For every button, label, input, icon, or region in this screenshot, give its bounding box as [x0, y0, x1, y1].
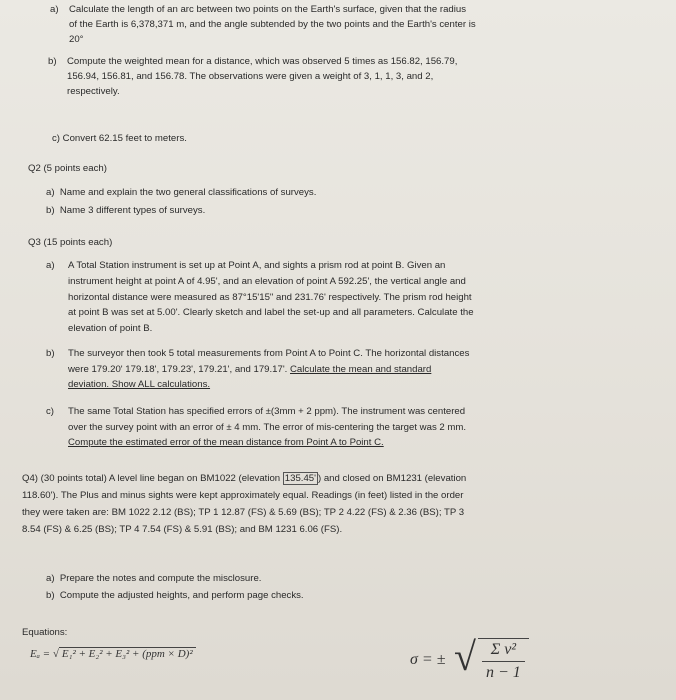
- q1b: [48, 54, 457, 99]
- q3b-line-1: The surveyor then took 5 total measurements from Point A to Point C. The horizontal distances: [68, 348, 470, 359]
- q3-header: Q3 (15 points each): [28, 237, 113, 248]
- q2a-text: Name and explain the two general classifications of surveys.: [59, 187, 317, 198]
- q3c-line-1: The same Total Station has specified errors of ±(3mm + 2 ppm). The instrument was centered: [68, 406, 466, 417]
- sigma-equation: [410, 632, 530, 692]
- q3c: [46, 404, 466, 451]
- q3b-line-2-underlined: Calculate the mean and standard: [290, 363, 432, 375]
- sigma-denominator: n − 1: [486, 664, 521, 681]
- q1b-label: b): [48, 56, 57, 67]
- ea-lhs: Eₐ =: [30, 648, 51, 660]
- q2b-label: b): [46, 205, 55, 216]
- q4b-text: Compute the adjusted heights, and perform page checks.: [59, 590, 304, 601]
- q1a-line-1: Calculate the length of an arc between two points on the Earth's surface, given that the radius: [69, 4, 467, 15]
- q1b-line-2: 156.94, 156.81, and 156.78. The observations were given a weight of 3, 1, 1, 3, and 2,: [67, 71, 434, 82]
- q3b-line-3: deviation. Show ALL calculations.: [68, 379, 211, 390]
- q3a-line-5: elevation of point B.: [68, 323, 153, 335]
- q3a-line-3: horizontal distance were measured as 87°15'15" and 231.76' respectively. The prism rod height: [68, 291, 472, 303]
- q1c-label: c): [52, 133, 60, 144]
- sigma-radicand: [478, 638, 529, 684]
- q3c-line-3: Compute the estimated error of the mean distance from Point A to Point C.: [68, 437, 384, 448]
- q2a: [46, 185, 316, 200]
- q3a-label: a): [46, 260, 55, 271]
- q2-header: Q2 (5 points each): [28, 163, 107, 174]
- q1a-line-3: 20°: [69, 34, 84, 45]
- q4a: [46, 571, 261, 586]
- q3b-label: b): [46, 348, 55, 359]
- q3a-line-2: instrument height at point A of 4.95', and an elevation of point A 592.25', the vertical angle and: [68, 275, 466, 287]
- equations-header: Equations:: [22, 627, 68, 638]
- q4-boxed-elevation: 135.45': [284, 473, 316, 484]
- q2b-text: Name 3 different types of surveys.: [59, 205, 206, 216]
- q3c-line-2: over the survey point with an error of ± 4 mm. The error of mis-centering the target was 2 mm.: [68, 421, 467, 433]
- q4-line-3: they were taken are: BM 1022 2.12 (BS); TP 1 12.87 (FS) & 5.69 (BS); TP 2 4.22 (FS) & 2.36 (BS); TP 3: [22, 507, 465, 518]
- q1b-line-1: Compute the weighted mean for a distance, which was observed 5 times as 156.82, 156.79,: [67, 56, 458, 67]
- q4a-text: Prepare the notes and compute the misclosure.: [59, 573, 262, 584]
- sigma-numerator: Σ v²: [482, 639, 525, 662]
- q1b-line-3: respectively.: [67, 86, 120, 97]
- q3b-line-2-text: were 179.20' 179.18', 179.23', 179.21', and 179.17'.: [68, 363, 290, 375]
- q3a: [46, 258, 474, 337]
- q4b: [46, 588, 304, 603]
- ea-sqrt-sign: √: [52, 648, 59, 660]
- q4-line-1-post: ) and closed on BM1231 (elevation: [317, 473, 467, 484]
- q3c-label: c): [46, 406, 54, 417]
- q2b: [46, 203, 205, 218]
- q1c: [52, 131, 187, 146]
- q1a-line-2: of the Earth is 6,378,371 m, and the angle subtended by the two points and the Earth's center is: [69, 19, 476, 30]
- q1a-label: a): [50, 4, 59, 15]
- q3a-line-4: at point B was set at 5.00'. Clearly sketch and label the set-up and all parameters. Calculate the: [68, 307, 474, 319]
- q1a: [50, 2, 476, 47]
- q4-line-2: 118.60'). The Plus and minus sights were kept approximately equal. Readings (in feet) listed in the order: [22, 490, 464, 501]
- q1c-text: Convert 62.15 feet to meters.: [62, 133, 187, 144]
- sigma-lhs: σ = ±: [410, 651, 446, 668]
- q3a-line-1: A Total Station instrument is set up at Point A, and sights a prism rod at point B. Given an: [68, 260, 446, 271]
- q4b-label: b): [46, 590, 55, 601]
- ea-equation: [30, 648, 196, 660]
- q4a-label: a): [46, 573, 55, 584]
- q4-line-1-pre: Q4) (30 points total) A level line began on BM1022 (elevation: [22, 473, 283, 484]
- q4: [22, 470, 466, 538]
- q4-line-1: [22, 470, 466, 487]
- q3b: [46, 346, 469, 393]
- q2a-label: a): [46, 187, 55, 198]
- sigma-sqrt-sign: √: [454, 634, 476, 679]
- q3b-line-2: [68, 362, 469, 378]
- q4-line-4: 8.54 (FS) & 6.25 (BS); TP 4 7.54 (FS) & 5.91 (BS); and BM 1231 6.06 (FS).: [22, 524, 343, 535]
- ea-rhs: E₁² + E₂² + E₃² + (ppm × D)²: [59, 647, 196, 660]
